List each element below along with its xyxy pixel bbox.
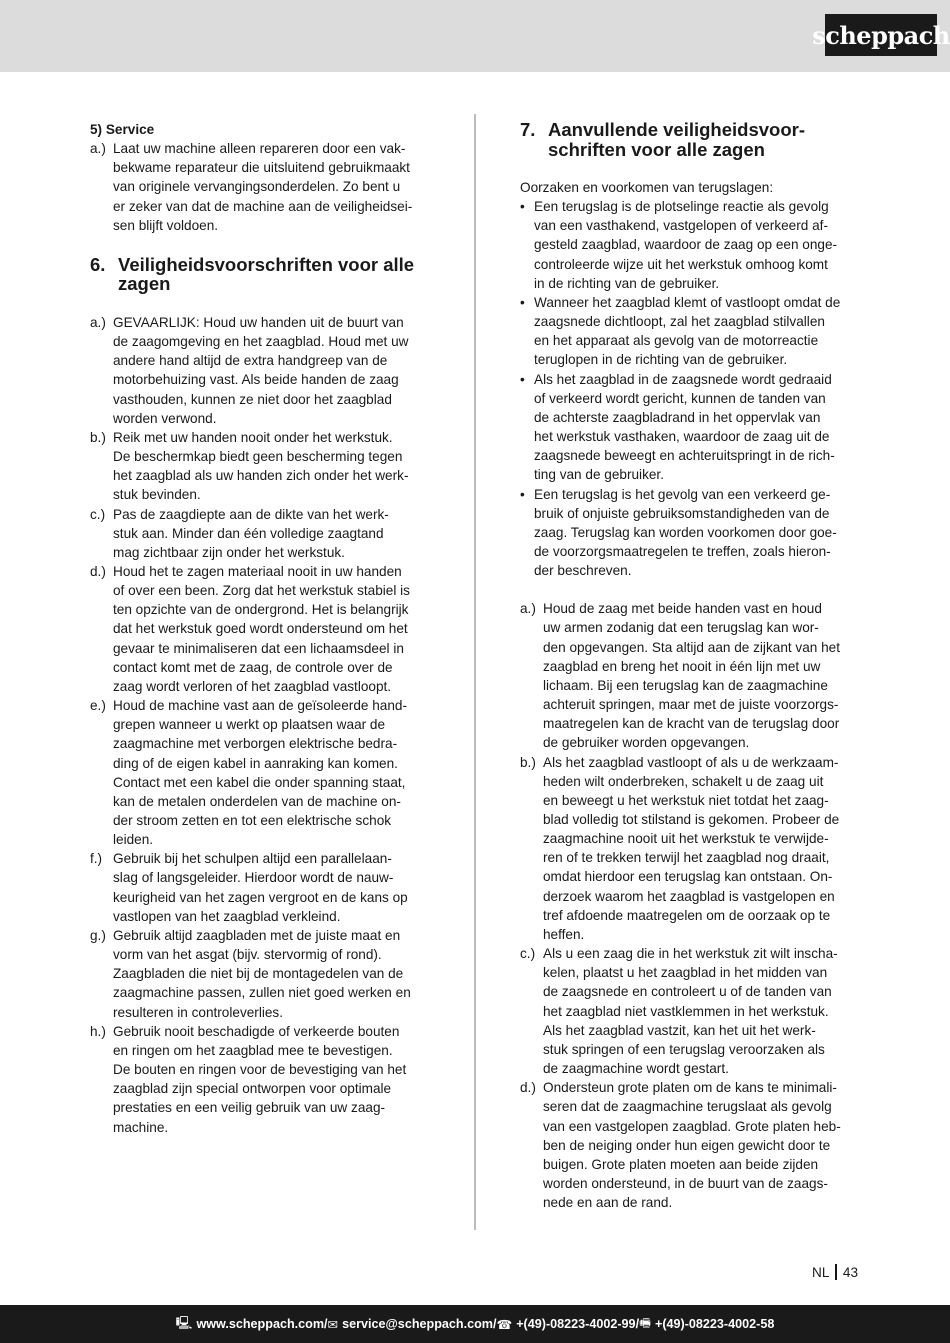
text-line: de voorzorgsmaatregelen te treffen, zoals hieron- <box>534 543 831 559</box>
text-line: bruik of onjuiste gebruiksomstandigheden van de <box>534 505 830 521</box>
section-7-heading <box>520 120 860 159</box>
item-text <box>113 849 430 926</box>
text-line: achteruit springen, maar met de juiste voorzorgs- <box>543 697 839 713</box>
text-line: ten opzichte van de ondergrond. Het is belangrijk <box>113 602 409 618</box>
text-line: in de richting van de gebruiker. <box>534 275 720 291</box>
bullet-text <box>534 197 860 293</box>
section-6-heading <box>90 255 430 294</box>
text-line: teruglopen in de richting van de gebruiker. <box>534 352 788 368</box>
text-line: het zaagblad als uw handen zich onder het werk- <box>113 468 409 484</box>
footer-separator: / <box>324 1317 328 1331</box>
text-line: De beschermkap biedt geen bescherming tegen <box>113 449 403 465</box>
footer-separator: / <box>635 1317 640 1331</box>
header-band <box>0 0 950 72</box>
section-7-item <box>520 599 860 752</box>
text-line: de zaagomgeving en het zaagblad. Houd met uw <box>113 334 409 350</box>
service-item <box>90 139 430 235</box>
text-line: en beweegt u het werkstuk niet totdat het zaag- <box>543 792 829 808</box>
text-line: De bouten en ringen voor de bevestiging van het <box>113 1062 407 1078</box>
text-line: omdat hierdoor een terugslag kan ontstaan. On- <box>543 869 833 885</box>
item-label: b.) <box>520 754 536 770</box>
text-line: Als het zaagblad vastloopt of als u de werkzaam- <box>543 754 839 770</box>
text-line: vasthouden, kunnen ze niet door het zaagblad <box>113 391 392 407</box>
text-line: gevaar te minimaliseren dat een lichaamsdeel in <box>113 640 404 656</box>
page-number-separator <box>835 1264 837 1280</box>
bullet-text <box>534 370 860 485</box>
item-text <box>113 696 430 849</box>
computer-icon: 🖳 <box>175 1315 193 1330</box>
text-line: Reik met uw handen nooit onder het werkstuk. <box>113 429 393 445</box>
text-line: en het apparaat als gevolg van de motorreactie <box>534 333 819 349</box>
text-line: en ringen om het zaagblad mee te bevestigen. <box>113 1042 393 1058</box>
text-line: dat het werkstuk goed wordt ondersteund om het <box>113 621 408 637</box>
text-line: grepen wanneer u werkt op plaatsen waar de <box>113 717 386 733</box>
text-line: schriften voor alle zagen <box>548 138 765 160</box>
brand-logo: scheppach <box>825 14 937 56</box>
kickback-bullet <box>520 370 860 485</box>
section-6-item <box>90 1022 430 1137</box>
text-line: motorbehuizing vast. Als beide handen de zaag <box>113 372 399 388</box>
text-line: mag zichtbaar zijn onder het werkstuk. <box>113 544 345 560</box>
text-line: Houd de zaag met beide handen vast en houd <box>543 601 822 617</box>
section-6-number: 6. <box>90 253 106 275</box>
section-7-item <box>520 753 860 945</box>
text-line: der stroom zetten en tot een elektrische schok <box>113 813 392 828</box>
text-line: zaagsnede beweegt en achteruitspringt in de rich- <box>534 448 835 464</box>
text-line: bekwame reparateur die uitsluitend gebruikmaakt <box>113 160 410 176</box>
item-text <box>113 139 430 235</box>
text-line: Gebruik bij het schulpen altijd een parallelaan- <box>113 851 392 867</box>
text-line: derzoek waarom het zaagblad is vastgelopen en <box>543 888 835 904</box>
text-line: Wanneer het zaagblad klemt of vastloopt omdat de <box>534 294 841 310</box>
text-line: seren dat de zaagmachine terugslaat als gevolg <box>543 1099 832 1115</box>
section-7-list <box>520 599 860 1212</box>
item-label: h.) <box>90 1023 106 1039</box>
text-line: Een terugslag is het gevolg van een verkeerd ge- <box>534 486 831 502</box>
text-line: Een terugslag is de plotselinge reactie als gevolg <box>534 199 829 215</box>
item-label: a.) <box>90 314 106 330</box>
text-line: stuk aan. Minder dan één volledige zaagtand <box>113 525 384 541</box>
text-line: het zaagblad niet vastklemmen in het werkstuk. <box>543 1003 829 1019</box>
text-line: heffen. <box>543 926 585 942</box>
text-line: keurigheid van het zagen vergroot en de kans op <box>113 889 408 905</box>
bullet-text <box>534 293 860 370</box>
phone-icon: ☎ <box>496 1317 513 1332</box>
item-text <box>543 753 860 945</box>
text-line: Als u een zaag die in het werkstuk zit wilt inscha- <box>543 946 838 962</box>
section-7-title <box>548 120 860 159</box>
text-line: contact komt met de zaag, de controle over de <box>113 659 393 675</box>
bullet-dot-icon: • <box>520 371 525 387</box>
text-line: worden verwond. <box>113 410 217 426</box>
text-line: sen blijft voldoen. <box>113 217 219 233</box>
text-line: kelen, plaatst u het zaagblad in het midden van <box>543 965 828 981</box>
section-6-item <box>90 505 430 562</box>
footer-website[interactable]: www.scheppach.com <box>196 1317 325 1331</box>
page-number <box>812 1264 858 1280</box>
text-line: stuk bevinden. <box>113 487 201 503</box>
section-6-item <box>90 926 430 1022</box>
text-line: nede en aan de rand. <box>543 1195 673 1211</box>
text-line: Laat uw machine alleen repareren door een vak- <box>113 141 406 157</box>
text-line: de achterste zaagbladrand in het oppervlak van <box>534 409 821 425</box>
text-line: slag of langsgeleider. Hierdoor wordt de nauw- <box>113 870 394 886</box>
text-line: zagen <box>118 273 171 295</box>
item-label: f.) <box>90 851 103 867</box>
text-line: leiden. <box>113 832 154 848</box>
text-line: Gebruik altijd zaagbladen met de juiste maat en <box>113 927 401 943</box>
text-line: machine. <box>113 1119 169 1135</box>
item-text <box>113 562 430 696</box>
section-6-item <box>90 313 430 428</box>
text-line: Aanvullende veiligheidsvoor- <box>548 119 806 140</box>
text-line: zaagmachine passen, zullen niet goed werken en <box>113 985 411 1001</box>
text-line: er zeker van dat de machine aan de veiligheidsei- <box>113 198 413 214</box>
bullet-dot-icon: • <box>520 294 525 310</box>
item-label: d.) <box>90 563 106 579</box>
kickback-bullet <box>520 197 860 293</box>
item-text <box>113 926 430 1022</box>
text-line: ding of de eigen kabel in aanraking kan komen. <box>113 755 398 771</box>
text-line: zaagmachine nooit uit het werkstuk te verwijde- <box>543 831 829 847</box>
item-text <box>543 599 860 752</box>
text-line: blad volledig tot stilstand is gekomen. Probeer de <box>543 812 840 827</box>
page-number-value: 43 <box>842 1264 859 1280</box>
text-line: GEVAARLIJK: Houd uw handen uit de buurt van <box>113 314 404 330</box>
text-line: Contact met een kabel die onder spanning staat, <box>113 774 406 790</box>
service-heading: 5) Service <box>90 122 155 137</box>
text-line: de zaagmachine wordt gestart. <box>543 1061 729 1077</box>
bullet-dot-icon: • <box>520 199 525 215</box>
item-text <box>543 944 860 1078</box>
text-line: kan de metalen onderdelen van de machine on- <box>113 793 401 809</box>
footer-separator: / <box>493 1317 497 1331</box>
item-label: c.) <box>90 506 106 522</box>
text-line: ren of te trekken terwijl het zaagblad nog draait, <box>543 850 830 866</box>
envelope-icon: ✉ <box>327 1317 339 1332</box>
text-line: gesteld zaagblad, waardoor de zaag op een onge- <box>534 237 838 253</box>
text-line: Als het zaagblad vastzit, kan het uit het werk- <box>543 1022 816 1038</box>
footer-fax: +(49)-08223-4002-58 <box>654 1317 775 1331</box>
text-line: Gebruik nooit beschadigde of verkeerde bouten <box>113 1023 400 1039</box>
section-6-item <box>90 696 430 849</box>
item-text <box>543 1078 860 1212</box>
text-line: Pas de zaagdiepte aan de dikte van het werk- <box>113 506 389 522</box>
text-line: ting van de gebruiker. <box>534 467 664 483</box>
section-7-number: 7. <box>520 119 536 140</box>
text-line: van een vasthakend, vastgelopen of verkeerd af- <box>534 218 828 234</box>
section-6-title <box>118 255 430 294</box>
text-line: zaagblad en breng het nooit in één lijn met uw <box>543 658 821 674</box>
item-label: b.) <box>90 429 106 445</box>
bullet-dot-icon: • <box>520 486 525 502</box>
text-line: Houd het te zagen materiaal nooit in uw handen <box>113 563 402 579</box>
text-line: lichaam. Bij een terugslag kan de zaagmachine <box>543 677 828 693</box>
section-6-item <box>90 849 430 926</box>
text-line: de gebruiker worden opgevangen. <box>543 735 750 751</box>
text-line: vastlopen van het zaagblad verkleind. <box>113 908 341 924</box>
text-line: ben de neiging onder hun eigen gewicht door te <box>543 1137 831 1153</box>
text-line: stuk springen of een terugslag veroorzaken als <box>543 1041 825 1057</box>
text-line: of over een been. Zorg dat het werkstuk stabiel is <box>113 583 410 599</box>
text-line: buigen. Grote platen moeten aan beide zijden <box>543 1156 819 1172</box>
item-label: d.) <box>520 1080 536 1096</box>
text-line: heden wilt onderbreken, schakelt u de zaag uit <box>543 773 824 789</box>
text-line: den opgevangen. Sta altijd aan de zijkant van het <box>543 639 841 655</box>
text-line: Als het zaagblad in de zaagsnede wordt gedraaid <box>534 371 832 387</box>
text-line: zaag. Terugslag kan worden voorkomen door goe- <box>534 524 837 540</box>
text-line: zaagmachine met verborgen elektrische bedra- <box>113 736 398 752</box>
text-line: controleerde wijze uit het werkstuk omhoog komt <box>534 256 828 272</box>
section-7-item <box>520 1078 860 1212</box>
right-column <box>520 120 860 1212</box>
item-label: a.) <box>90 141 106 157</box>
kickback-bullet <box>520 293 860 370</box>
text-line: vorm van het asgat (bijv. stervormig of rond). <box>113 947 382 963</box>
kickback-bullet-list <box>520 197 860 580</box>
left-column <box>90 120 430 1137</box>
text-line: van originele vervangingsonderdelen. Zo bent u <box>113 179 401 195</box>
text-line: andere hand altijd de extra handgreep van de <box>113 353 388 369</box>
item-text <box>113 505 430 562</box>
text-line: der beschreven. <box>534 563 632 579</box>
text-line: het werkstuk vasthaken, waardoor de zaag uit de <box>534 429 830 445</box>
text-line: tref afdoende maatregelen om de oorzaak op te <box>543 907 831 923</box>
item-label: a.) <box>520 601 536 617</box>
text-line: Veiligheidsvoorschriften voor alle <box>118 253 415 275</box>
footer-email[interactable]: service@scheppach.com <box>342 1317 493 1331</box>
bullet-text <box>534 485 860 581</box>
text-line: Houd de machine vast aan de geïsoleerde hand- <box>113 698 407 714</box>
text-line: zaagblad zijn special ontworpen voor optimale <box>113 1081 392 1097</box>
item-text <box>113 428 430 505</box>
text-line: of verkeerd wordt gericht, kunnen de tanden van <box>534 390 826 406</box>
text-line: zaag wordt verloren of het zaagblad vastloopt. <box>113 678 392 694</box>
item-label: e.) <box>90 698 106 714</box>
fax-icon: 🖷 <box>639 1315 651 1330</box>
section-6-list <box>90 313 430 1137</box>
kickback-intro: Oorzaken en voorkomen van terugslagen: <box>520 180 774 195</box>
kickback-bullet <box>520 485 860 581</box>
text-line: van een vastgelopen zaagblad. Grote platen heb- <box>543 1118 841 1134</box>
item-text <box>113 1022 430 1137</box>
text-line: resulteren in controleverlies. <box>113 1004 284 1020</box>
text-line: zaagsnede dichtloopt, zal het zaagblad stilvallen <box>534 314 825 330</box>
page-language: NL <box>812 1264 830 1280</box>
text-line: prestaties en een veilig gebruik van uw zaag- <box>113 1100 386 1116</box>
footer-bar <box>0 1305 950 1343</box>
item-text <box>113 313 430 428</box>
item-label: c.) <box>520 946 536 962</box>
text-line: de zaagsnede en controleert u of de tanden van <box>543 984 832 1000</box>
section-6-item <box>90 562 430 696</box>
column-divider <box>474 114 476 1230</box>
section-6-item <box>90 428 430 505</box>
service-list <box>90 139 430 235</box>
text-line: maatregelen kan de kracht van de terugslag door <box>543 716 840 732</box>
text-line: Ondersteun grote platen om de kans te minimali- <box>543 1080 837 1096</box>
text-line: worden ondersteund, in de buurt van de zaags- <box>543 1175 828 1191</box>
text-line: uw armen zodanig dat een terugslag kan wor- <box>543 620 819 636</box>
text-line: Zaagbladen die niet bij de montagedelen van de <box>113 966 404 982</box>
item-label: g.) <box>90 927 106 943</box>
footer-phone: +(49)-08223-4002-99 <box>516 1317 636 1331</box>
section-7-item <box>520 944 860 1078</box>
